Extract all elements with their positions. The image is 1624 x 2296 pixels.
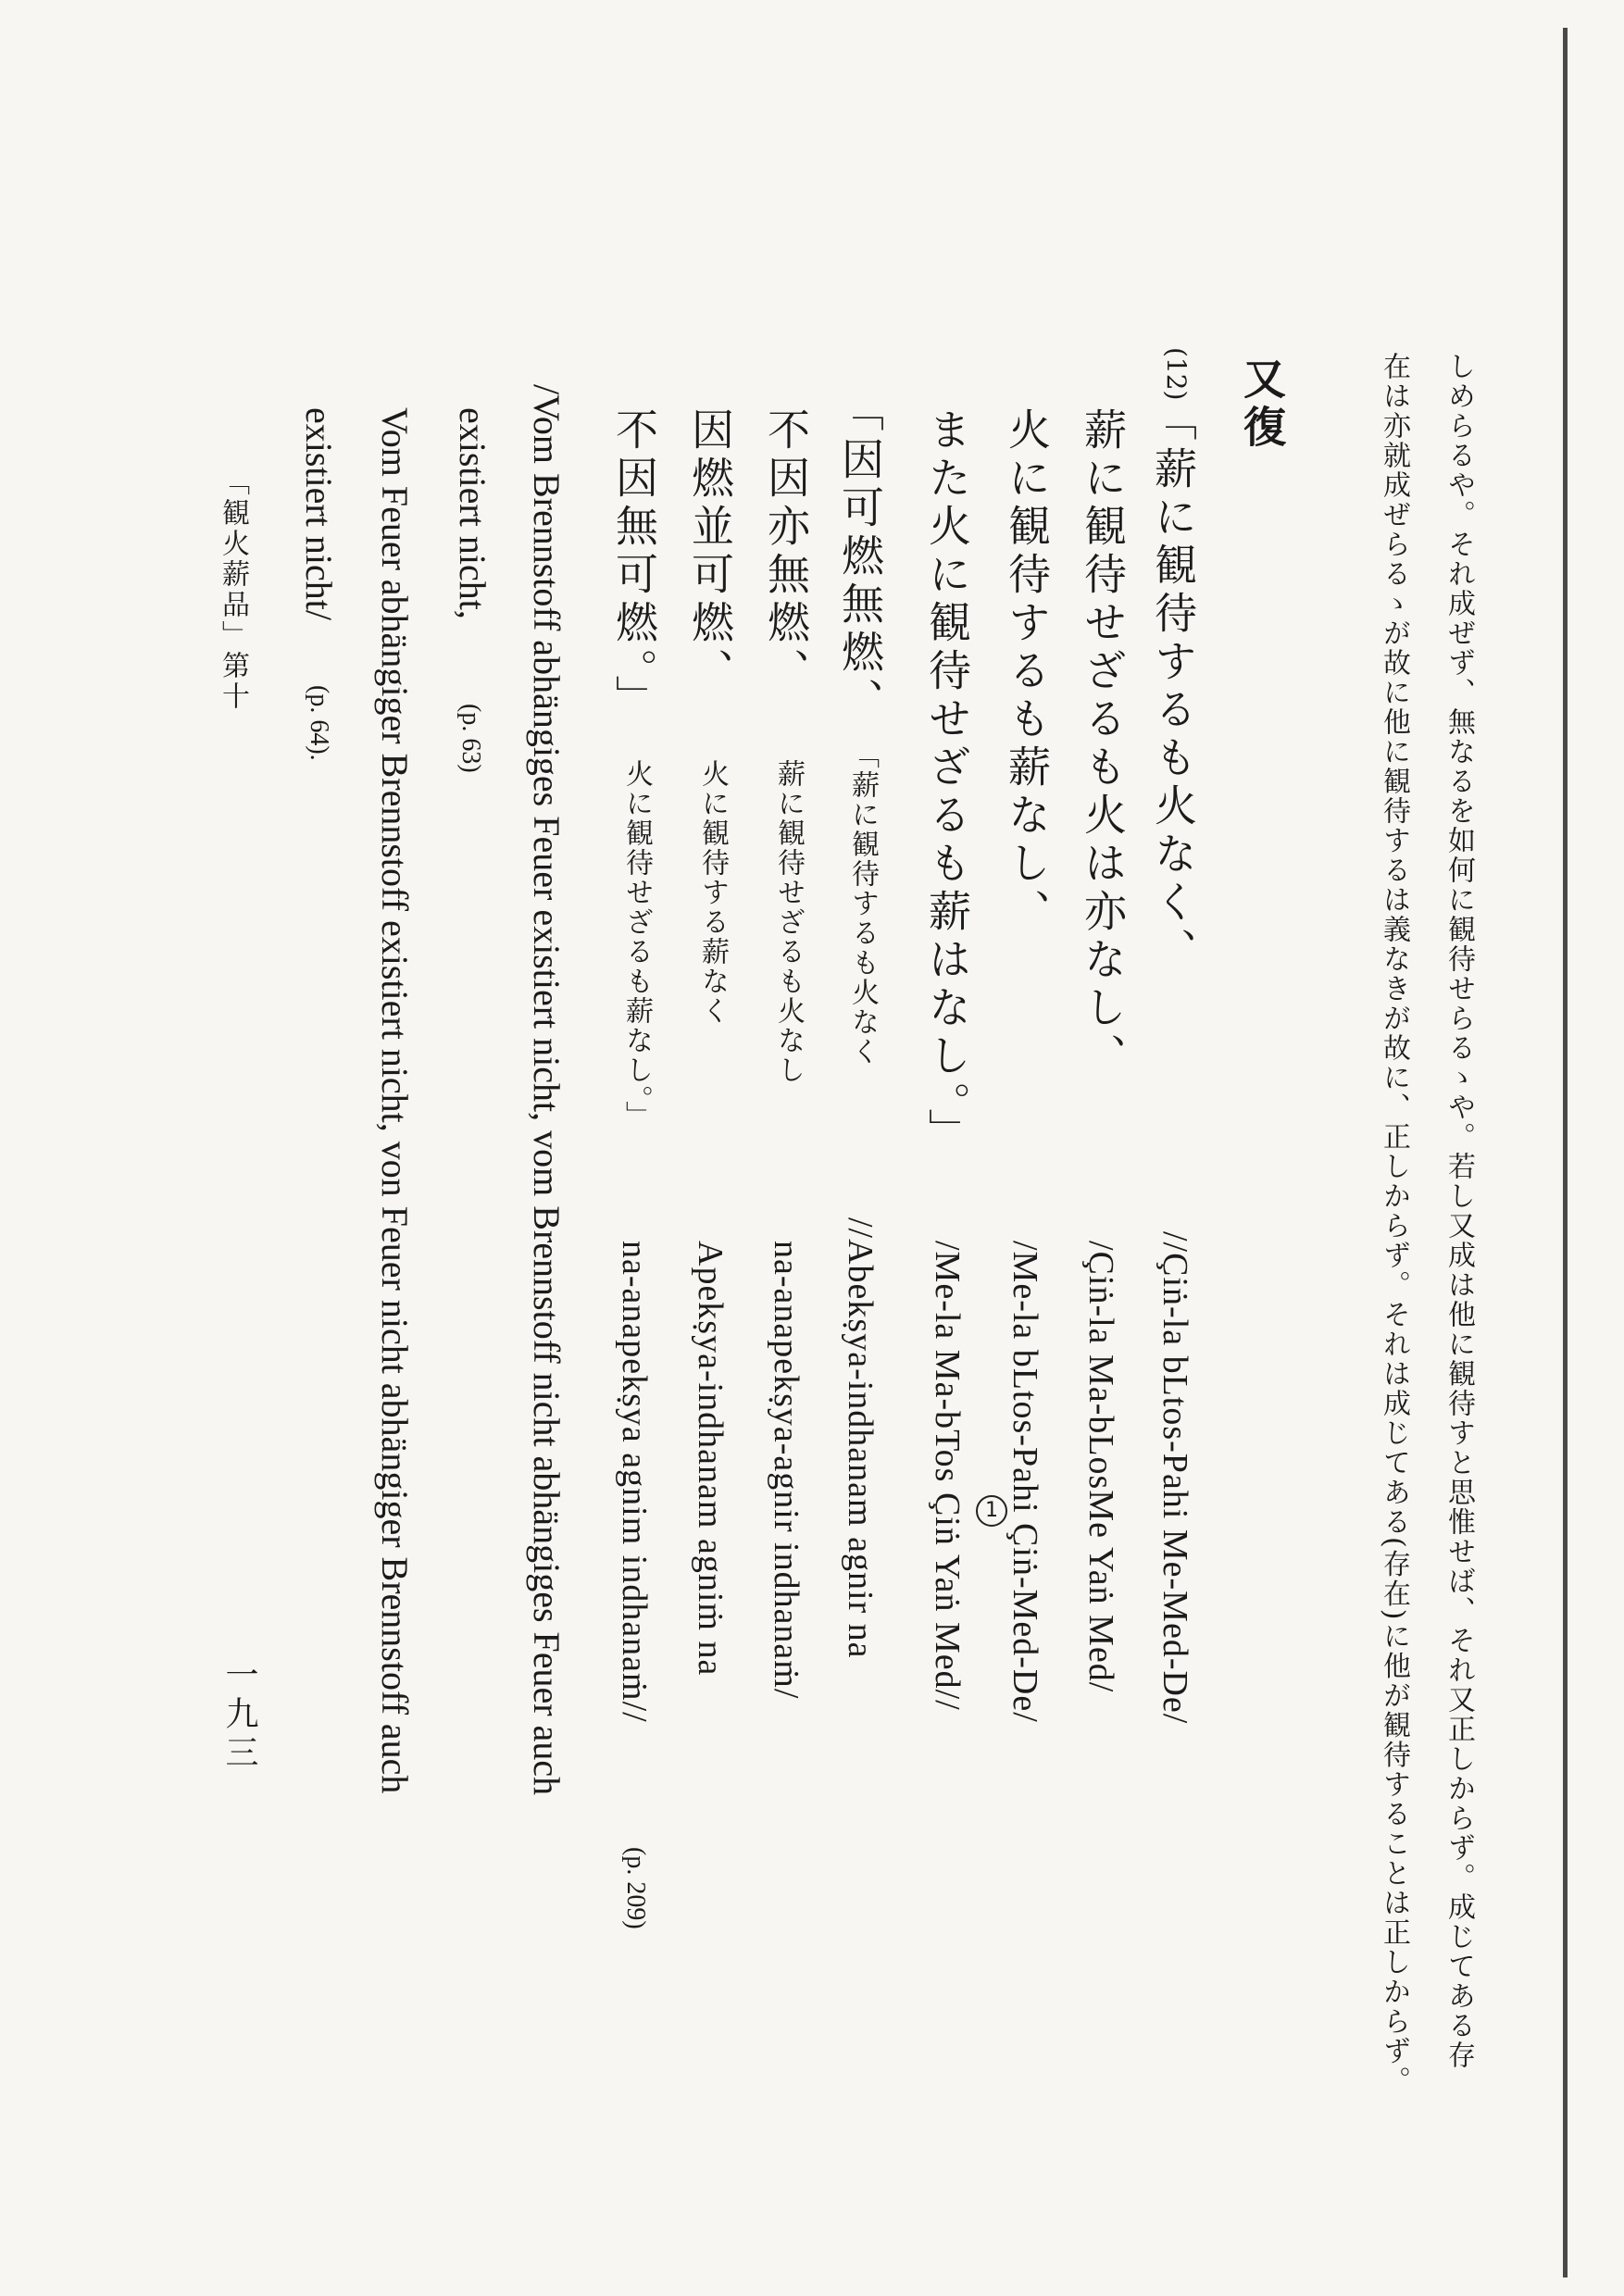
sanskrit-line-3: Apekṣya-indhanam agniṁ na: [691, 1241, 730, 1677]
tibetan-line-1: //Çiṅ-la bLtos-Pahi Me-Med-De/: [1156, 1231, 1194, 1725]
page-edge-rule: [1563, 28, 1568, 2277]
verse-line-3: 火に観待するも薪なし、: [1002, 407, 1052, 937]
chapter-title: 「観火薪品」第十: [217, 468, 249, 712]
prose-line-2: 在は亦就成ぜらるゝが故に他に観待するは義なきが故に、正しからず。それは成じてある(存在)に他が観待することは正しからず。: [1378, 352, 1410, 2096]
sanskrit-reference: (p. 209): [621, 1847, 650, 1929]
verse-number: (12): [1161, 347, 1192, 401]
prose-line-1: しめらるや。それ成ぜず、無なるを如何に観待せらるゝや。若し又成は他に観待すと思惟せば、それ又正しからず。成じてある存: [1443, 352, 1475, 2070]
chinese-line-4: 不因無可燃。」: [609, 407, 659, 723]
german-reference-1: (p. 63): [456, 704, 485, 773]
chinese-line-3: 因燃並可燃、: [685, 407, 735, 696]
german-line-1: /Vom Brennstoff abhängiges Feuer existiert nicht, vom Brennstoff nicht abhängiges Feuer auch: [526, 384, 568, 1796]
sanskrit-line-2: na-anapekṣya-agnir indhanaṁ/: [767, 1241, 806, 1700]
german-line-3: Vom Feuer abhängiger Brennstoff existiert nicht, von Feuer nicht abhängiger Brennstoff auch: [374, 407, 416, 1794]
tibetan-line-4: /Me-la Ma-bTos Çiṅ Yaṅ Med//: [928, 1241, 967, 1711]
gloss-line-2: 薪に観待せざるも火なし: [772, 759, 805, 1085]
page-number: 一九三: [220, 1657, 258, 1774]
section-heading: 又復: [1237, 356, 1287, 453]
gloss-line-4: 火に観待せざるも薪なし。」: [620, 759, 653, 1130]
german-reference-2: (p. 64).: [305, 685, 333, 761]
footnote-marker: 1: [976, 1495, 1007, 1527]
tibetan-line-3: /Me-la bLtos-Pahi Çiṅ-Med-De/: [1006, 1241, 1044, 1723]
sanskrit-line-1: //Abekṣya-indhanam agnir na: [841, 1217, 880, 1659]
sanskrit-line-4: na-anapekṣya agnim indhanaṁ//: [615, 1241, 654, 1723]
gloss-line-1: 「薪に観待するも火なく: [846, 741, 879, 1067]
german-line-2: existiert nicht,: [452, 407, 493, 619]
verse-line-4: また火に観待せざるも薪はなし。」: [922, 407, 972, 1156]
gloss-line-3: 火に観待する薪なく: [696, 759, 729, 1026]
chinese-line-1: 「因可燃無燃、: [835, 389, 885, 726]
tibetan-line-2: /Çiṅ-la Ma-bLosMe Yaṅ Med/: [1081, 1241, 1120, 1693]
verse-line-2: 薪に観待せざるも火は亦なし、: [1078, 407, 1128, 1081]
german-line-4: existiert nicht/: [298, 407, 340, 620]
chinese-line-2: 不因亦無燃、: [761, 407, 811, 696]
verse-line-1: 「薪に観待するも火なく、: [1148, 398, 1198, 976]
